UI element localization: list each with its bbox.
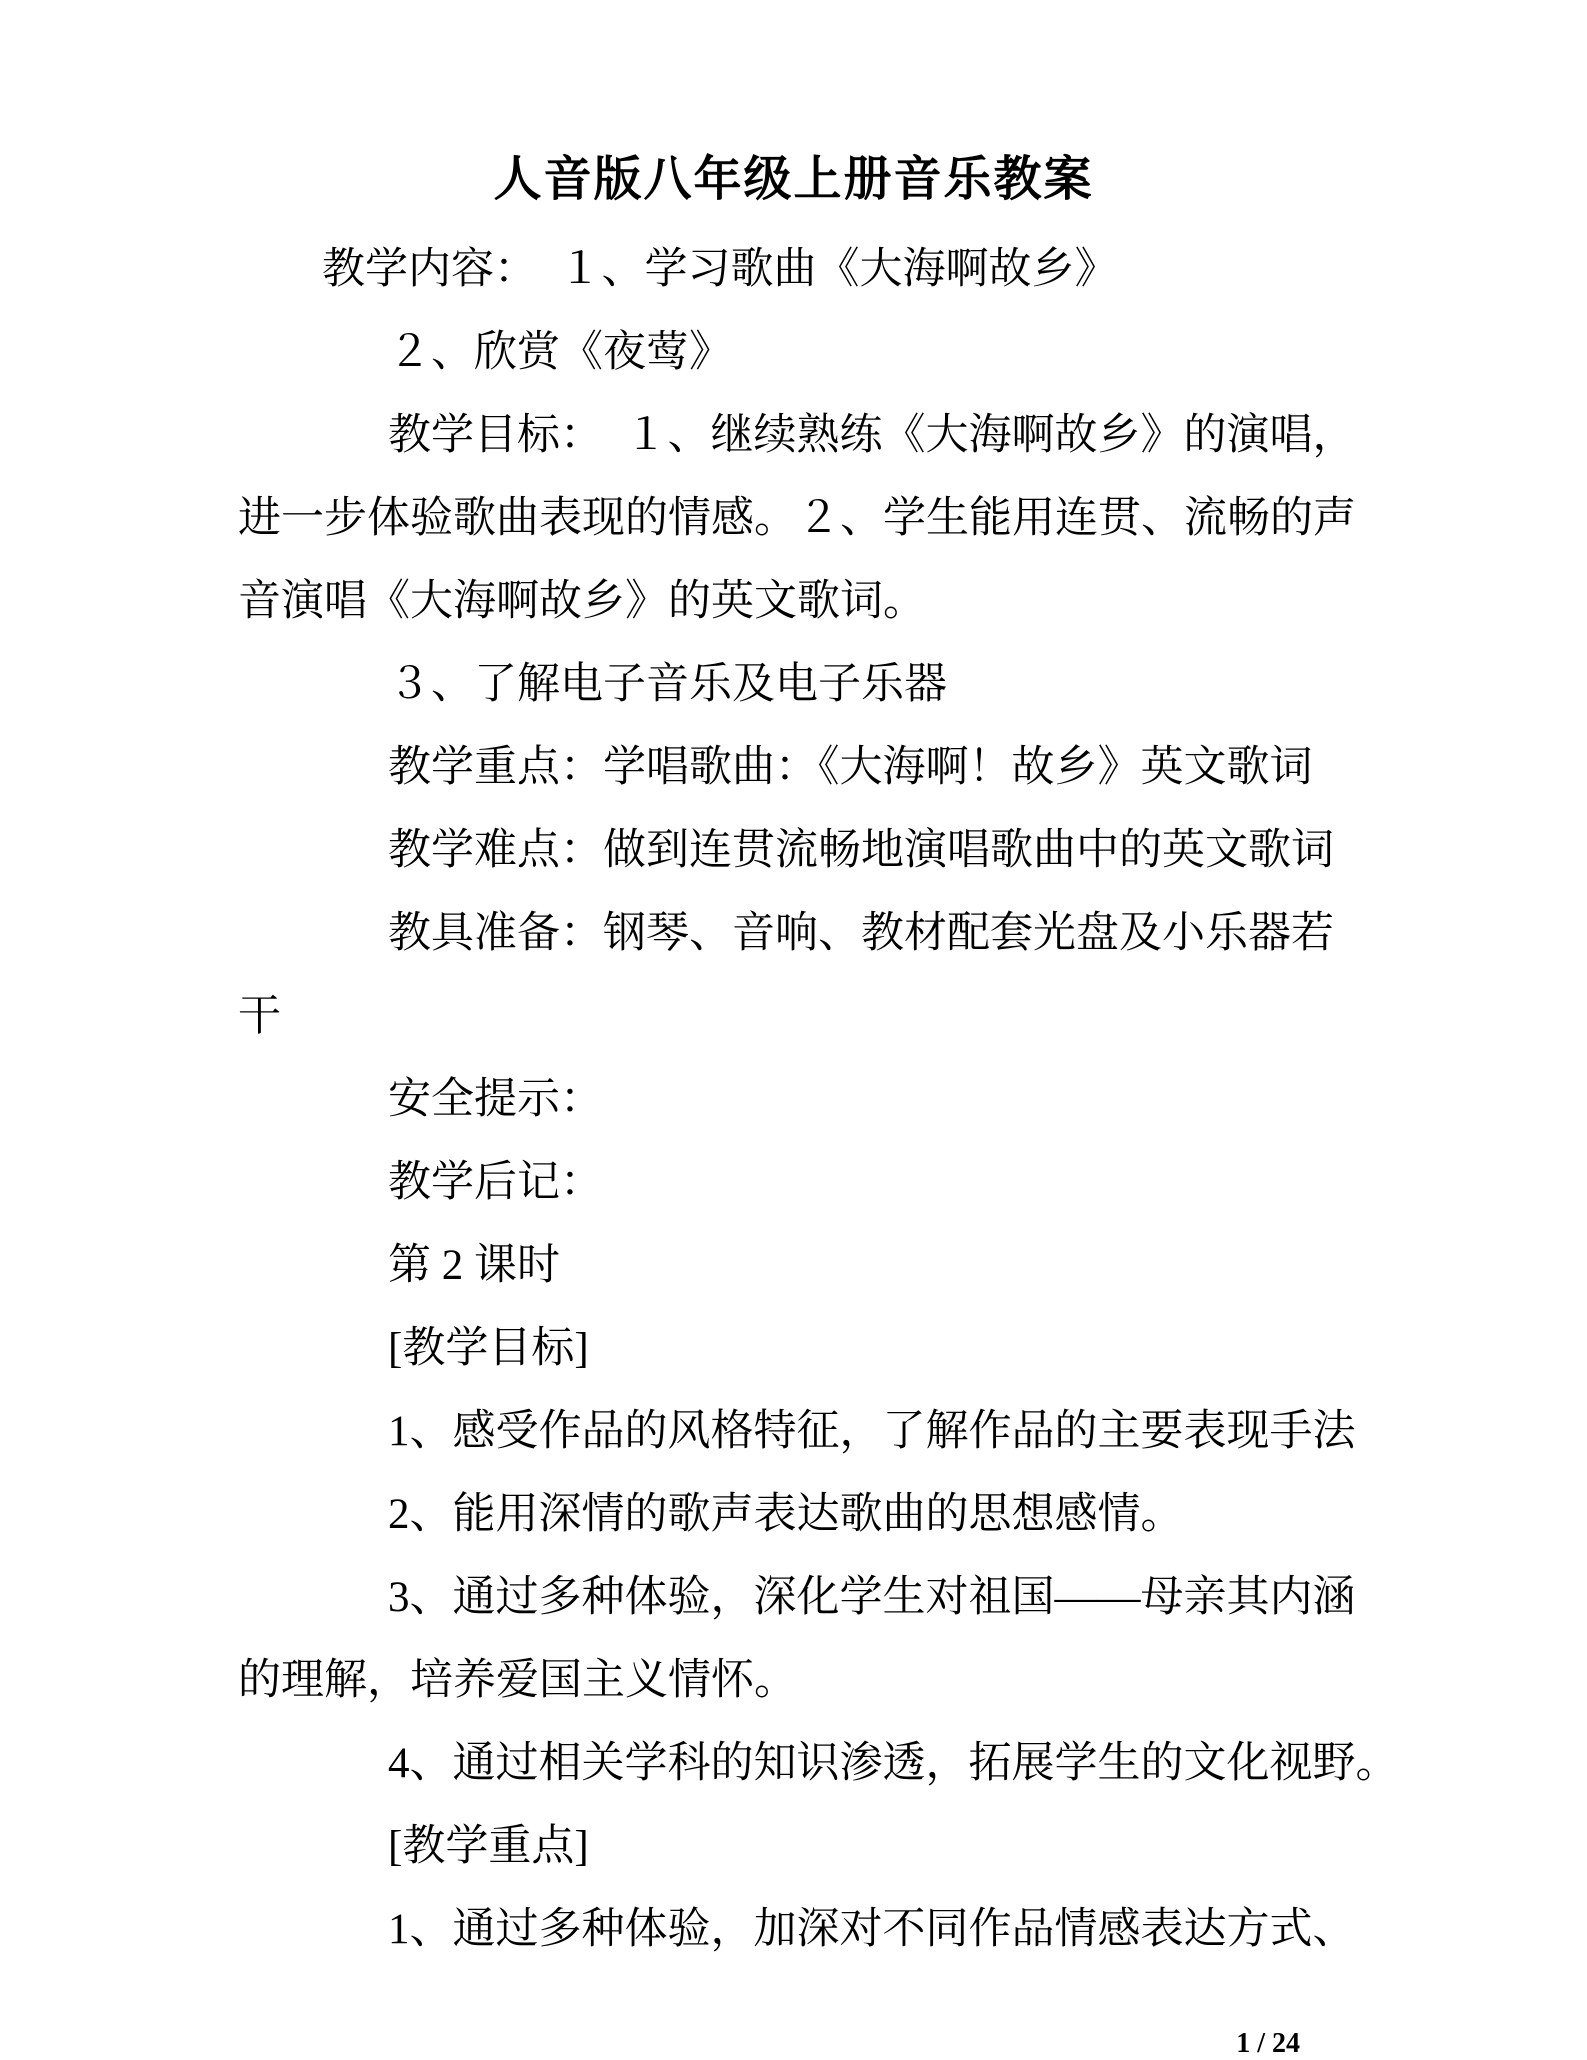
doc-line: 4、通过相关学科的知识渗透，拓展学生的文化视野。 — [388, 1740, 1399, 1787]
doc-line: [教学重点] — [388, 1823, 589, 1870]
doc-line: 进一步体验歌曲表现的情感。２、学生能用连贯、流畅的声 — [238, 495, 1356, 542]
doc-line: ２、欣赏《夜莺》 — [388, 329, 732, 376]
doc-line: 教学后记： — [388, 1159, 603, 1206]
document-title: 人音版八年级上册音乐教案 — [493, 153, 1094, 206]
doc-line: 安全提示： — [388, 1076, 603, 1123]
doc-line: 干 — [238, 993, 281, 1040]
doc-line: 教学难点：做到连贯流畅地演唱歌曲中的英文歌词 — [388, 827, 1334, 874]
document-body — [238, 228, 1399, 1971]
doc-line: 的理解，培养爱国主义情怀。 — [238, 1657, 797, 1704]
doc-line: 教学内容： １、学习歌曲《大海啊故乡》 — [322, 246, 1118, 293]
doc-line: 3、通过多种体验，深化学生对祖国——母亲其内涵 — [388, 1574, 1356, 1621]
doc-line: ３、了解电子音乐及电子乐器 — [388, 661, 947, 708]
doc-line: 第 2 课时 — [388, 1242, 560, 1289]
doc-line: 教学重点：学唱歌曲：《大海啊！故乡》英文歌词 — [388, 744, 1313, 791]
doc-line: 音演唱《大海啊故乡》的英文歌词。 — [238, 578, 926, 625]
page-number: 1 / 24 — [1236, 2028, 1300, 2059]
doc-line: 1、通过多种体验，加深对不同作品情感表达方式、 — [388, 1906, 1356, 1953]
doc-line: 教具准备：钢琴、音响、教材配套光盘及小乐器若 — [388, 910, 1334, 957]
doc-line: 1、感受作品的风格特征，了解作品的主要表现手法 — [388, 1408, 1356, 1455]
doc-line: 教学目标： １、继续熟练《大海啊故乡》的演唱， — [388, 412, 1356, 459]
doc-line: 2、能用深情的歌声表达歌曲的思想感情。 — [388, 1491, 1184, 1538]
doc-line: [教学目标] — [388, 1325, 589, 1372]
